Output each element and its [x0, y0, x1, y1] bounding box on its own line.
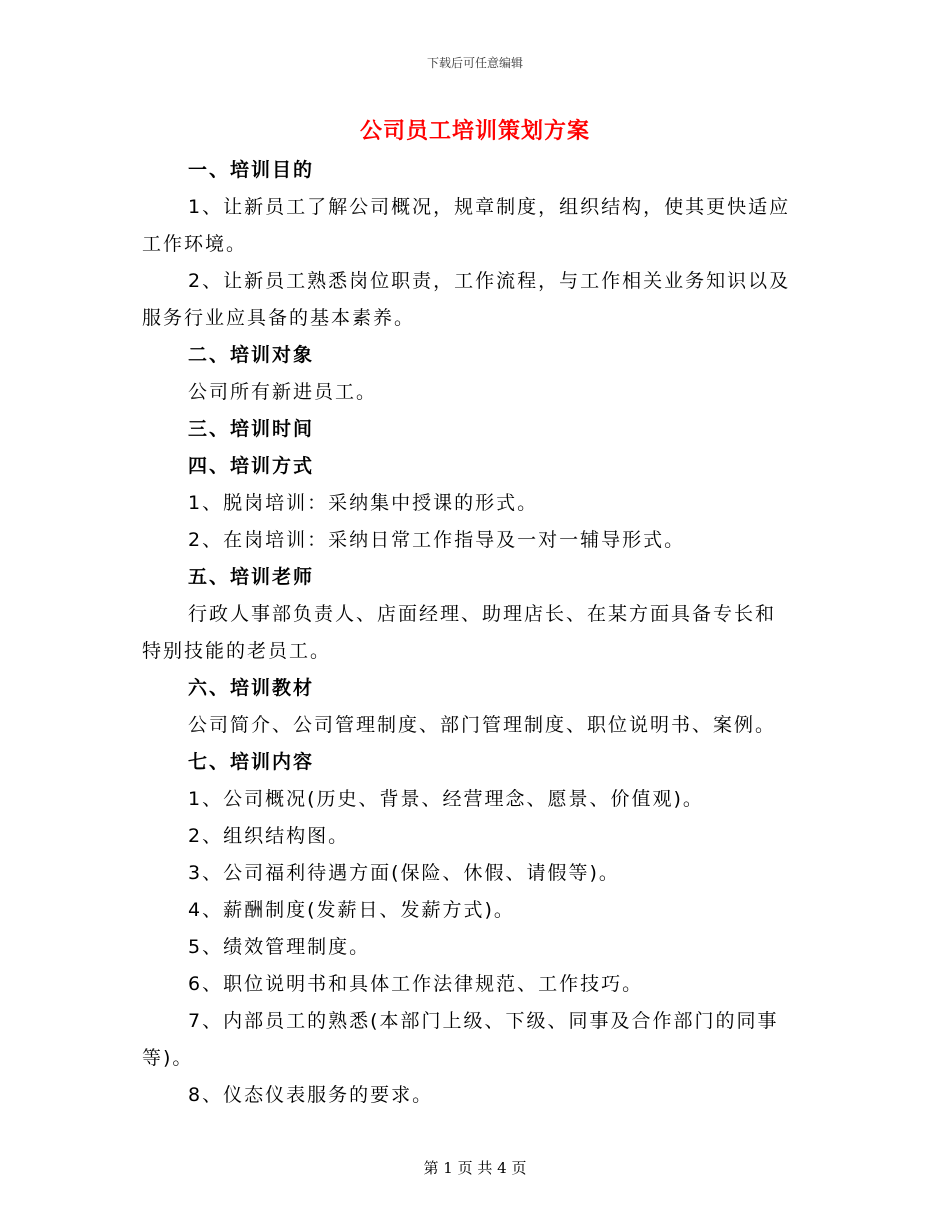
list-item: 7、内部员工的熟悉(本部门上级、下级、同事及合作部门的同事	[188, 1010, 779, 1032]
paragraph: 2、在岗培训：采纳日常工作指导及一对一辅导形式。	[188, 529, 686, 551]
list-item: 3、公司福利待遇方面(保险、休假、请假等)。	[188, 862, 620, 884]
paragraph: 公司简介、公司管理制度、部门管理制度、职位说明书、案例。	[188, 714, 777, 736]
section-heading: 三、培训时间	[188, 418, 315, 440]
document-body	[142, 152, 810, 1114]
paragraph-continuation: 工作环境。	[142, 233, 248, 255]
section-heading: 四、培训方式	[188, 455, 315, 477]
list-item: 5、绩效管理制度。	[188, 936, 371, 958]
section-heading: 六、培训教材	[188, 677, 315, 699]
section-heading: 一、培训目的	[188, 159, 315, 181]
list-item: 6、职位说明书和具体工作法律规范、工作技巧。	[188, 973, 644, 995]
paragraph: 2、让新员工熟悉岗位职责，工作流程，与工作相关业务知识以及	[188, 270, 791, 292]
paragraph: 1、脱岗培训：采纳集中授课的形式。	[188, 492, 539, 514]
paragraph-continuation: 特别技能的老员工。	[142, 640, 332, 662]
document-title: 公司员工培训策划方案	[359, 119, 590, 144]
section-heading: 七、培训内容	[188, 751, 315, 773]
page-header: 下载后可任意编辑	[426, 56, 523, 70]
list-item: 1、公司概况(历史、背景、经营理念、愿景、价值观)。	[188, 788, 704, 810]
paragraph-continuation: 服务行业应具备的基本素养。	[142, 307, 416, 329]
list-item: 8、仪态仪表服务的要求。	[188, 1084, 434, 1106]
section-heading: 二、培训对象	[188, 344, 315, 366]
paragraph: 公司所有新进员工。	[188, 381, 378, 403]
list-item: 2、组织结构图。	[188, 825, 350, 847]
paragraph: 行政人事部负责人、店面经理、助理店长、在某方面具备专长和	[188, 603, 777, 625]
section-heading: 五、培训老师	[188, 566, 315, 588]
paragraph: 1、让新员工了解公司概况，规章制度，组织结构，使其更快适应	[188, 196, 791, 218]
page-footer: 第 1 页 共 4 页	[423, 1159, 527, 1177]
list-item: 4、薪酬制度(发薪日、发薪方式)。	[188, 899, 515, 921]
list-item-continuation: 等)。	[142, 1047, 194, 1069]
